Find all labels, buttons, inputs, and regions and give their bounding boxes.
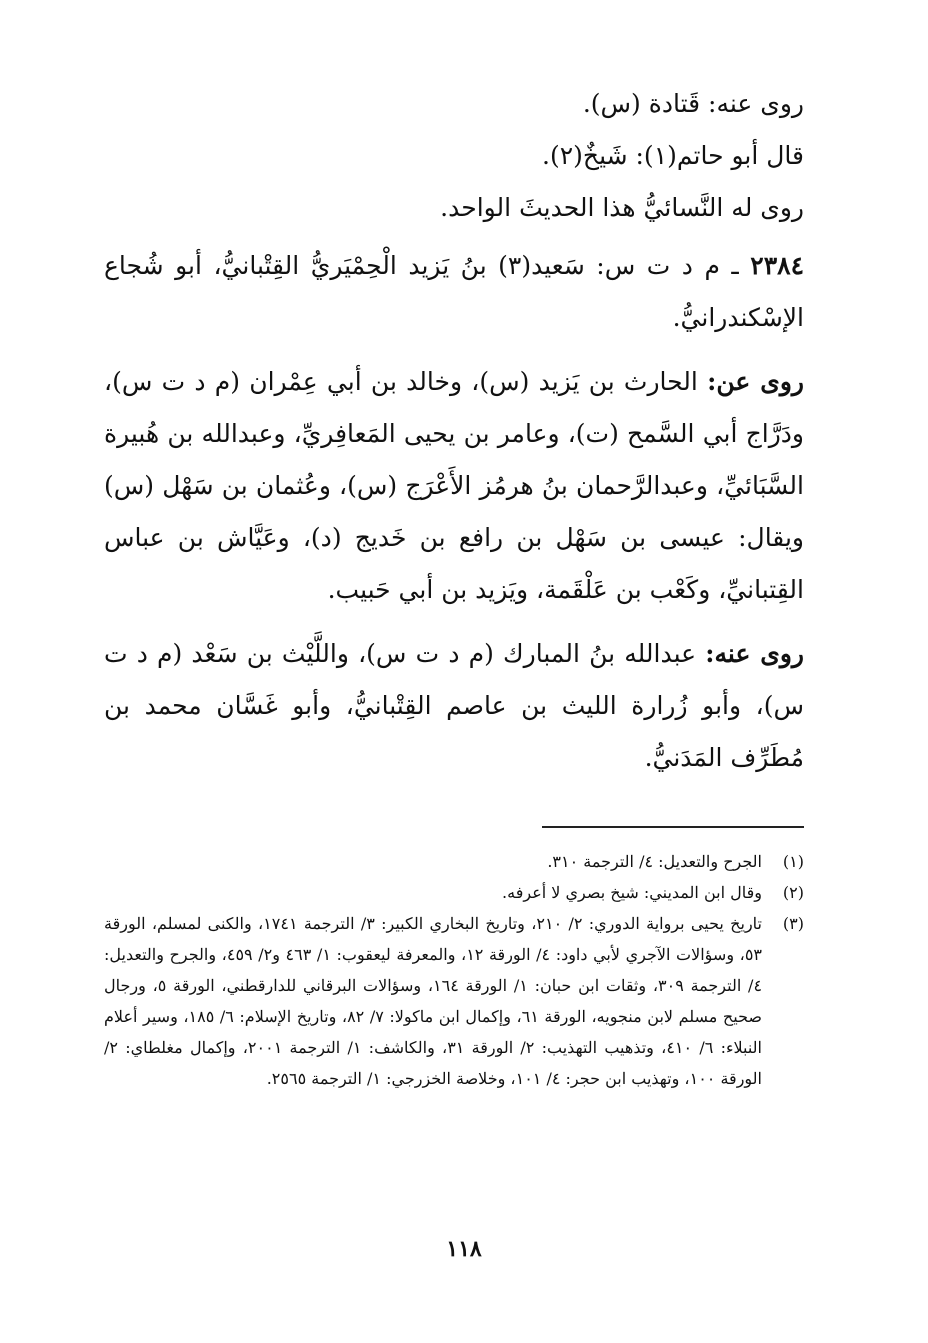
page-number: ١١٨ (446, 1236, 482, 1262)
narrated-from-text: الحارث بن يَزيد (س)، وخالد بن أبي عِمْران (م د ت س)، ودَرَّاج أبي السَّمح (ت)، وعامر بن يحيى المَعافِريِّ، وعبدالله بن هُبيرة السَّبَائيِّ، وعبدالرَّحمان بنُ هرمُز الأَعْرَج (س)، وعُثمان بن سَهْل (س) ويقال: عيسى بن سَهْل بن رافع بن خَديج (د)، وعَيَّاش بن عباس القِتبانيِّ، وكَعْب بن عَلْقَمة، ويَزيد بن أبي حَبيب. (104, 367, 804, 604)
narrators-from-him-label: روى عنه: (705, 639, 805, 668)
narrated-from-him-line: روى عنه: قَتادة (س). (582, 89, 804, 118)
footnote-marker: (٣) (782, 914, 804, 933)
footnote-2 (104, 877, 804, 908)
narrated-from-label: روى عن: (707, 367, 805, 396)
footnote-text: تاريخ يحيى برواية الدوري: ٢/ ٢١٠، وتاريخ البخاري الكبير: ٣/ الترجمة ١٧٤١، والكنى لمسلم، الورقة ٥٣، وسؤالات الآجري لأبي داود: ٤/ الورقة ١٢، والمعرفة ليعقوب: ١/ ٤٦٣ و٢/ ٤٥٩، والجرح والتعديل: ٤/ الترجمة ٣٠٩، وثقات ابن حبان: ١/ الورقة ١٦٤، وسؤالات البرقاني للدارقطني، الورقة ٥، ورجال صحيح مسلم لابن منجويه، الورقة ٦١، وإكمال ابن ماكولا: ٧/ ٨٢، وتاريخ الإسلام: ٦/ ١٨٥، وسير أعلام النبلاء: ٦/ ٤١٠، وتذهيب التهذيب: ٢/ الورقة ٣١، والكاشف: ١/ الترجمة ٢٠٠١، وإكمال مغلطاي: ٢/ الورقة ١٠٠، وتهذيب ابن حجر: ٤/ ١٠١، وخلاصة الخزرجي: ١/ الترجمة ٢٥٦٥. (104, 914, 763, 1088)
entry-number: ٢٣٨٤ (750, 251, 804, 280)
narrators-from-him-text: عبدالله بنُ المبارك (م د ت س)، واللَّيْث بن سَعْد (م د ت س)، وأبو زُرارة الليث بن عاصم القِتْبانيُّ، وأبو غَسَّان محمد بن مُطَرِّف المَدَنيُّ. (104, 639, 804, 772)
footnote-text: الجرح والتعديل: ٤/ الترجمة ٣١٠. (547, 852, 762, 871)
footnote-separator (542, 826, 804, 828)
footnotes (104, 846, 804, 1094)
narrated-from-paragraph (104, 356, 804, 616)
abu-hatim-line: قال أبو حاتم(١): شَيخٌ(٢). (542, 141, 804, 170)
narrators-from-him-paragraph (104, 628, 804, 784)
entry-heading (104, 240, 804, 344)
footnote-marker: (١) (782, 852, 804, 871)
main-text (104, 78, 804, 784)
footnote-3 (104, 908, 804, 1094)
nasai-line: روى له النَّسائيُّ هذا الحديثَ الواحد. (440, 193, 804, 222)
footnote-marker: (٢) (782, 883, 804, 902)
footnote-1 (104, 846, 804, 877)
entry-title: ـ م د ت س: سَعيد(٣) بنُ يَزيد الْحِمْيَريُّ القِتْبانيُّ، أبو شُجاع الإسْكندرانيُّ. (104, 251, 804, 332)
footnote-text: وقال ابن المديني: شيخ بصري لا أعرفه. (502, 883, 762, 902)
